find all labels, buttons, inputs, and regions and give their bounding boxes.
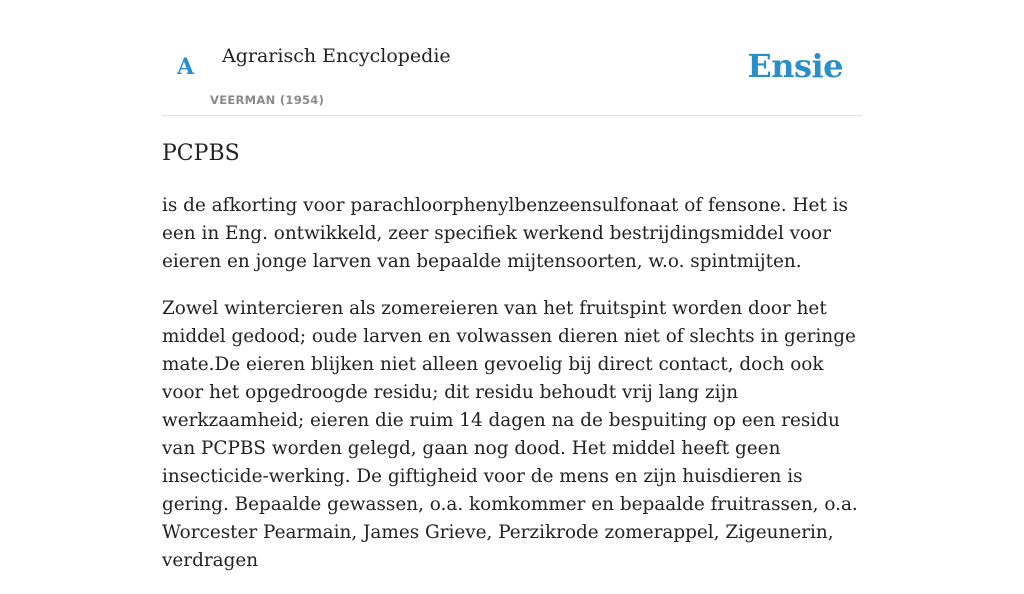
page [162, 0, 862, 571]
entry-title: PCPBS [162, 141, 240, 166]
book-meta: VEERMAN (1954) [210, 93, 325, 107]
brand-logo-link[interactable]: Ensie [747, 47, 843, 85]
letter-index-link[interactable]: A [177, 54, 195, 80]
header [162, 0, 862, 116]
entry-paragraph: is de afkorting voor parachloorphenylbenzeensulfonaat of fensone. Het is een in Eng. ontwikkeld, zeer specifiek werkend bestrijdingsmiddel voor eieren en jonge larven van bepaalde mijtensoorten, w.o. spintmijten. [162, 195, 848, 272]
entry-body [162, 192, 868, 594]
book-title-link[interactable]: Agrarisch Encyclopedie [222, 45, 451, 67]
entry-paragraph: Zowel wintercieren als zomereieren van het fruitspint worden door het middel gedood; oude larven en volwassen dieren niet of slechts in geringe mate.De eieren blijken niet alleen gevoelig bij direct contact, doch ook voor het opgedroogde residu; dit residu behoudt vrij lang zijn werkzaamheid; eieren die ruim 14 dagen na de bespuiting op een residu van PCPBS worden gelegd, gaan nog dood. Het middel heeft geen insecticide-werking. De giftigheid voor de mens en zijn huisdieren is gering. Bepaalde gewassen, o.a. komkommer en bepaalde fruitrassen, o.a. Worcester Pearmain, James Grieve, Perzikrode zomerappel, Zigeunerin, verdragen [162, 298, 858, 571]
